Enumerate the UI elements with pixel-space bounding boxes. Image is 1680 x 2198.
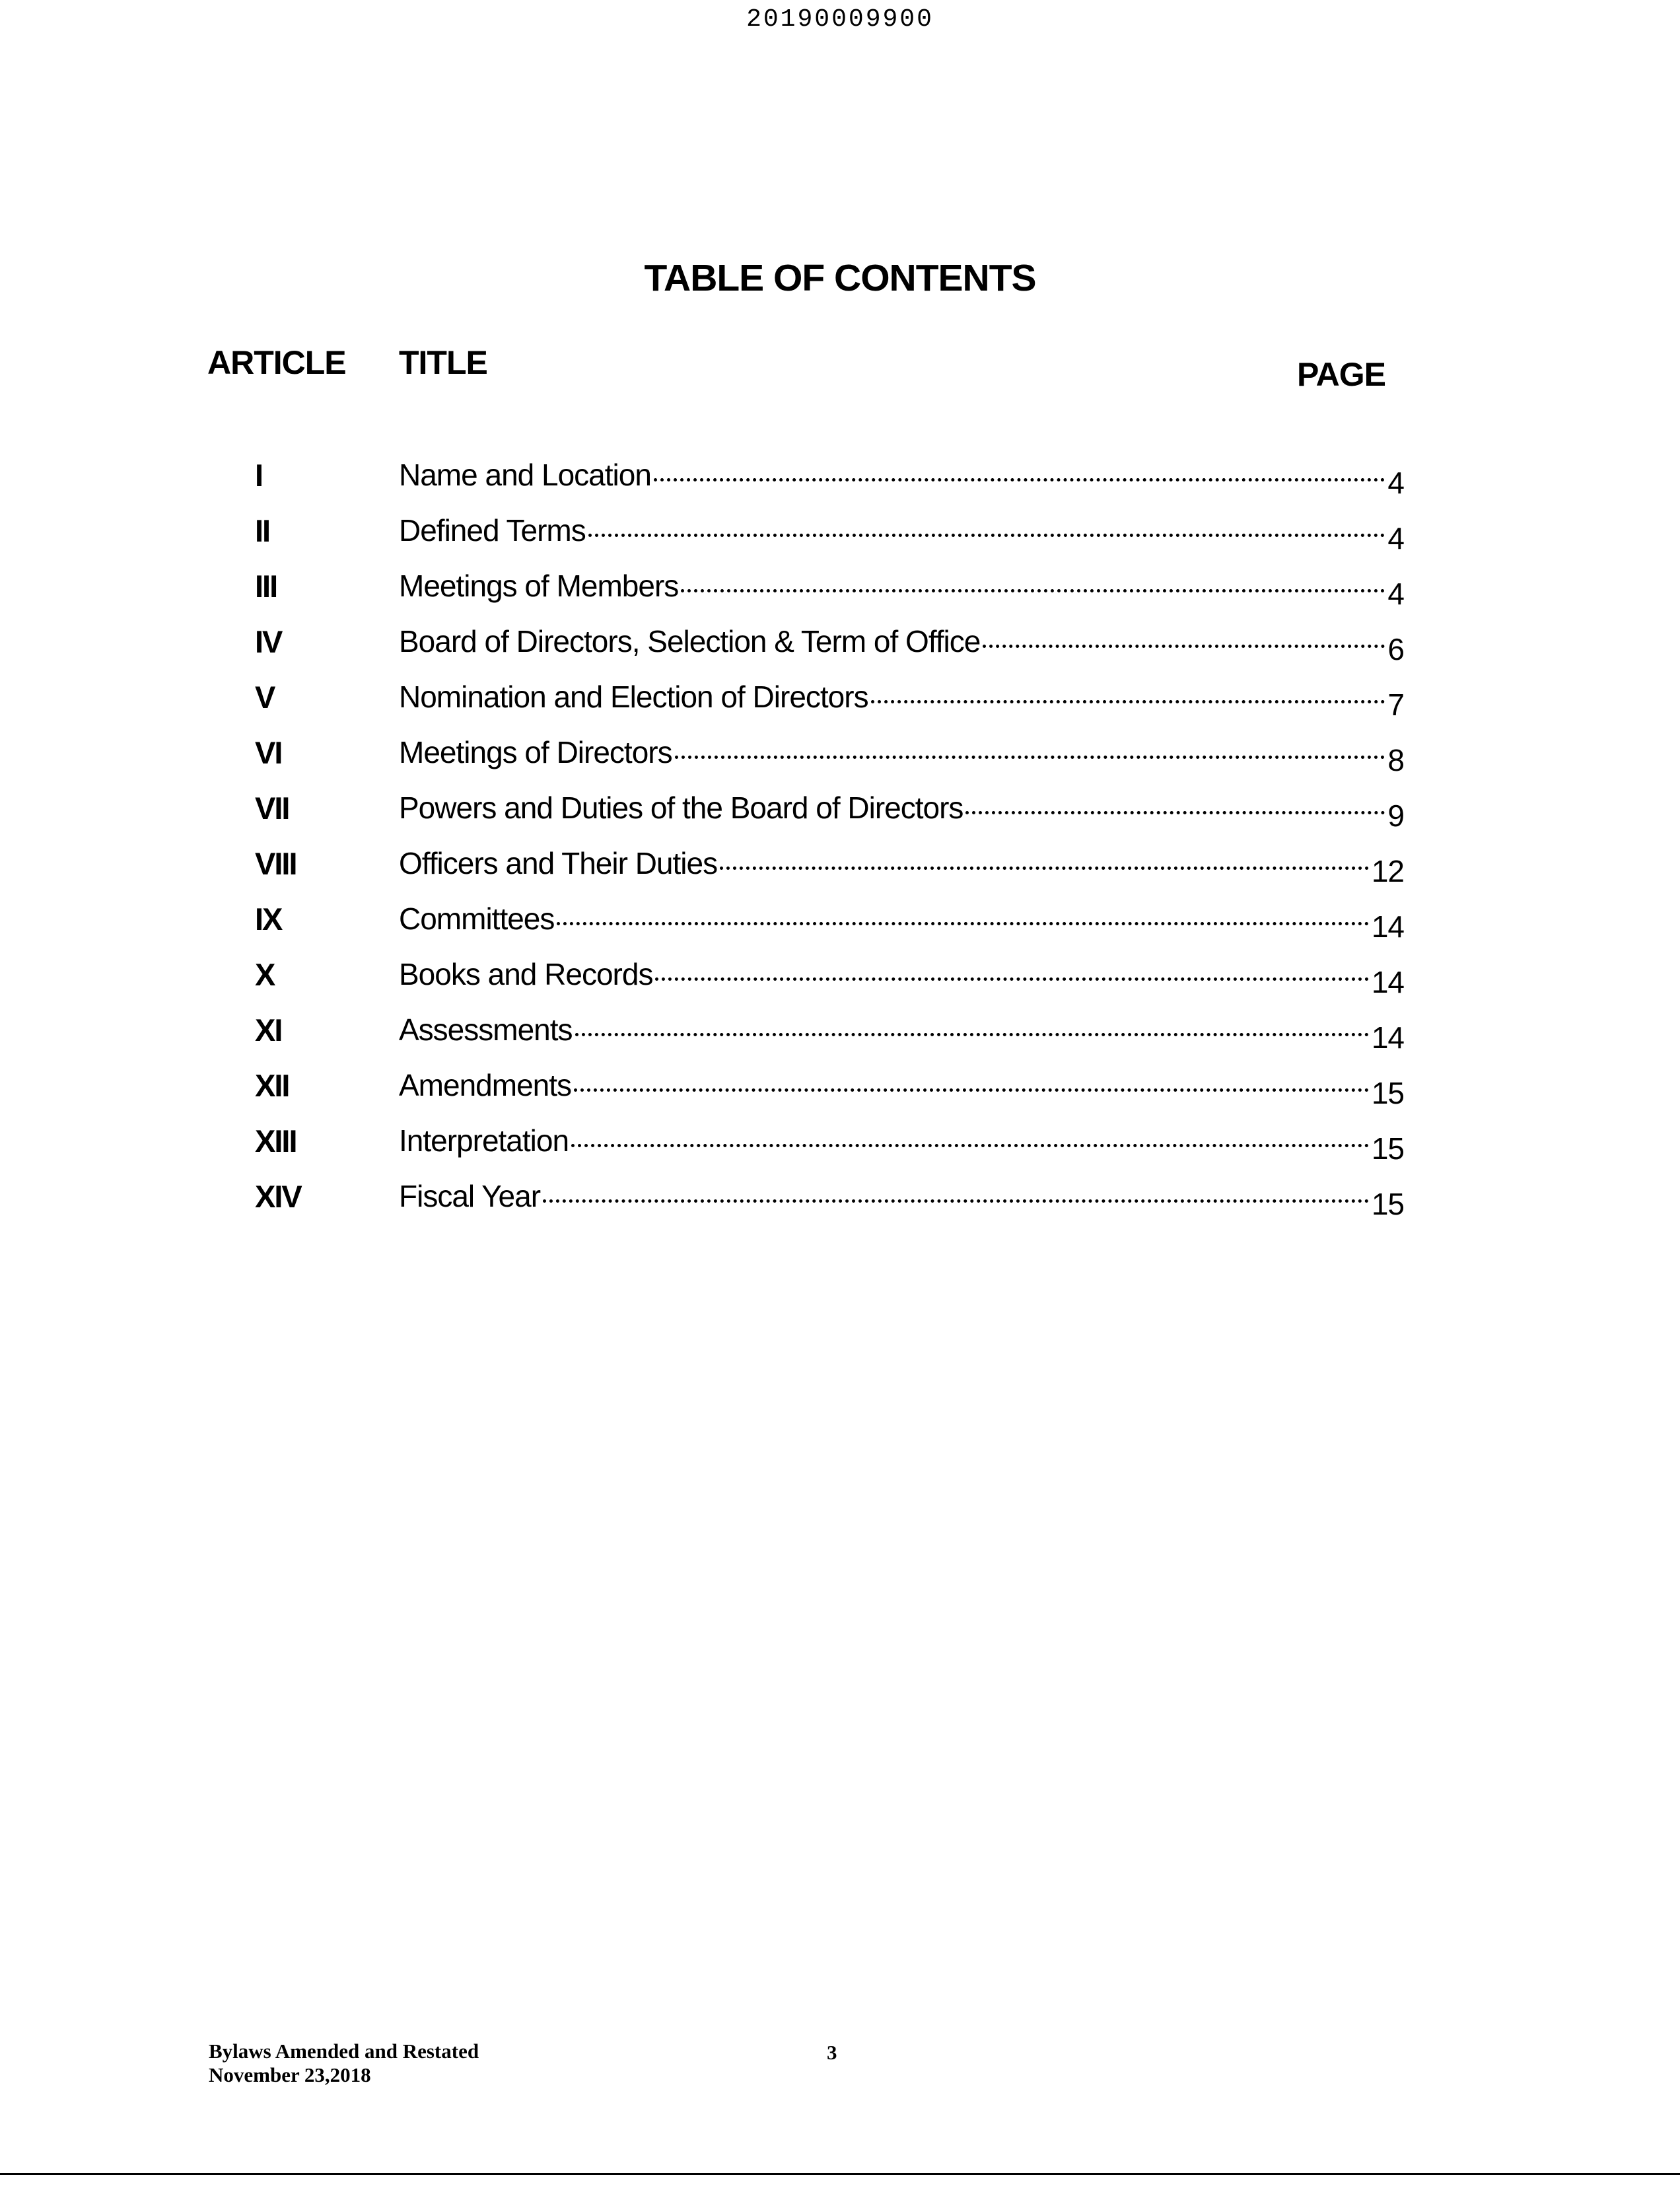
article-title: Defined Terms xyxy=(399,513,586,548)
dot-leader xyxy=(983,645,1385,648)
page-number: 14 xyxy=(1371,965,1404,999)
article-number: IX xyxy=(255,902,282,937)
bottom-rule xyxy=(0,2173,1680,2175)
article-number: VIII xyxy=(255,846,297,881)
dot-leader xyxy=(655,977,1368,981)
dot-leader xyxy=(574,1088,1369,1092)
article-title: Assessments xyxy=(399,1012,573,1047)
page-number: 8 xyxy=(1387,743,1404,777)
article-title: Meetings of Members xyxy=(399,569,679,603)
toc-heading: TABLE OF CONTENTS xyxy=(644,257,1036,299)
toc-row xyxy=(0,679,1680,734)
toc-row xyxy=(0,1012,1680,1067)
article-number: XI xyxy=(255,1012,282,1047)
article-number: VII xyxy=(255,791,289,826)
article-title: Officers and Their Duties xyxy=(399,846,718,880)
page-number: 15 xyxy=(1371,1131,1404,1166)
dot-leader xyxy=(965,811,1385,814)
toc-row xyxy=(0,1067,1680,1123)
article-title: Board of Directors, Selection & Term of Office xyxy=(399,624,981,658)
article-title: Powers and Duties of the Board of Directors xyxy=(399,791,963,825)
dot-leader xyxy=(588,534,1385,537)
page-number: 14 xyxy=(1371,1020,1404,1055)
article-title: Name and Location xyxy=(399,458,651,492)
article-number: I xyxy=(255,458,263,493)
page-number: 4 xyxy=(1387,521,1404,555)
page-number: 15 xyxy=(1371,1076,1404,1110)
toc-row xyxy=(0,457,1680,513)
toc-row xyxy=(0,1123,1680,1178)
article-number: XIV xyxy=(255,1179,301,1214)
dot-leader xyxy=(575,1033,1369,1036)
page-number: 7 xyxy=(1387,688,1404,722)
document-number: 20190009900 xyxy=(746,5,934,34)
toc-row xyxy=(0,513,1680,568)
article-number: II xyxy=(255,513,270,548)
article-number: XIII xyxy=(255,1123,297,1158)
footer-page-number: 3 xyxy=(827,2041,837,2064)
dot-leader xyxy=(654,478,1385,481)
toc-row xyxy=(0,734,1680,790)
article-title: Meetings of Directors xyxy=(399,735,672,769)
page-number: 4 xyxy=(1387,577,1404,611)
article-title: Nomination and Election of Directors xyxy=(399,680,868,714)
page-number: 6 xyxy=(1387,632,1404,666)
page-number: 4 xyxy=(1387,466,1404,500)
dot-leader xyxy=(543,1199,1369,1203)
article-title: Interpretation xyxy=(399,1123,569,1158)
article-title: Fiscal Year xyxy=(399,1179,541,1213)
toc-list xyxy=(0,457,1680,1234)
page-number: 9 xyxy=(1387,798,1404,833)
toc-row xyxy=(0,956,1680,1012)
article-number: VI xyxy=(255,735,282,770)
page-number: 12 xyxy=(1371,854,1404,888)
toc-row xyxy=(0,1178,1680,1234)
dot-leader xyxy=(557,922,1368,925)
toc-row xyxy=(0,790,1680,845)
toc-row xyxy=(0,623,1680,679)
toc-row xyxy=(0,901,1680,956)
article-number: III xyxy=(255,569,277,604)
page-number: 14 xyxy=(1371,909,1404,944)
dot-leader xyxy=(871,700,1385,703)
article-number: XII xyxy=(255,1068,289,1103)
article-title: Books and Records xyxy=(399,957,653,991)
article-number: V xyxy=(255,680,275,715)
footer-line-2: November 23,2018 xyxy=(209,2063,371,2086)
header-page: PAGE xyxy=(1297,356,1385,393)
header-title: TITLE xyxy=(399,344,487,381)
dot-leader xyxy=(675,756,1385,759)
footer-line-1: Bylaws Amended and Restated xyxy=(209,2039,479,2063)
article-title: Committees xyxy=(399,902,555,936)
toc-row xyxy=(0,845,1680,901)
article-title: Amendments xyxy=(399,1068,572,1102)
article-number: IV xyxy=(255,624,282,659)
dot-leader xyxy=(720,867,1369,870)
header-article: ARTICLE xyxy=(207,344,346,381)
footer-caption xyxy=(209,2039,479,2087)
toc-row xyxy=(0,568,1680,623)
dot-leader xyxy=(681,589,1385,592)
article-number: X xyxy=(255,957,275,992)
dot-leader xyxy=(571,1144,1369,1147)
page-number: 15 xyxy=(1371,1187,1404,1221)
